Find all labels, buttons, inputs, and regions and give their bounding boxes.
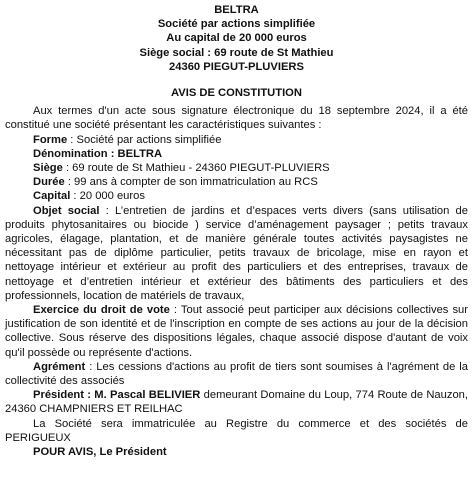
field-capital-label: Capital (33, 190, 71, 203)
header-city: 24360 PIEGUT-PLUVIERS (169, 60, 304, 73)
field-siege-label: Siège (33, 162, 63, 175)
field-agrement-label: Agrément (33, 360, 86, 373)
field-siege (5, 161, 468, 175)
field-denomination-label: Dénomination : BELTRA (33, 147, 163, 160)
field-objet (5, 204, 468, 303)
field-duree (5, 175, 468, 189)
notice-title: AVIS DE CONSTITUTION (171, 87, 302, 100)
field-president (5, 388, 468, 416)
field-president-label: Président : M. Pascal BELIVIER (33, 389, 201, 402)
field-agrement (5, 360, 468, 388)
field-capital (5, 189, 468, 203)
header-seat: Siège social : 69 route de St Mathieu (139, 46, 334, 59)
registry-paragraph: La Société sera immatriculée au Registre du commerce et des sociétés de PERIGUEUX (5, 417, 468, 444)
field-siege-value: : 69 route de St Mathieu - 24360 PIEGUT-PLUVIERS (62, 162, 330, 175)
field-objet-label: Objet social (33, 204, 100, 217)
field-president-value: demeurant Domaine du Loup, 774 Route de Nauzon, 24360 CHAMPNIERS ET REILHAC (5, 389, 469, 416)
field-duree-value: : 99 ans à compter de son immatriculation au RCS (64, 176, 318, 189)
field-capital-value: : 20 000 euros (70, 190, 145, 203)
header-capital: Au capital de 20 000 euros (166, 32, 307, 45)
field-duree-label: Durée (33, 176, 65, 189)
header-form: Société par actions simplifiée (157, 18, 316, 31)
field-forme-value: : Société par actions simplifiée (67, 133, 222, 146)
field-forme-label: Forme (33, 133, 68, 146)
field-vote-value: : Tout associé peut participer aux décisions collectives sur justification de son identité et de l'inscription en compte de ses actions au jour de la décision collective. Sous réserve des dispositions légales, chaque associé dispose d'autant de voix qu'il possède ou représente d'actions. (5, 304, 468, 359)
intro-paragraph: Aux termes d'un acte sous signature électronique du 18 septembre 2024, il a été constitué une société présentant les caractéristiques suivantes : (5, 105, 468, 132)
header-company: BELTRA (214, 4, 259, 16)
field-objet-value: : L’entretien de jardins et d’espaces verts divers (sans utilisation de produits phytosanitaires ou biocide ) service d’aménagement paysager ; petits travaux agricoles, élagage, plantation, et de manière générale toutes activités paysagistes ne nécessitant pas de diplôme particulier, petits travaux de bricolage, mise en rayon et nettoyage intérieur et extérieur au profit des particuliers et des entreprises, travaux de nettoyage et d’entretien intérieur et extérieur des bâtiments des particuliers et des professionnels, location de matériels de travaux, (5, 204, 469, 302)
closing-signature: POUR AVIS, Le Président (33, 446, 167, 459)
field-agrement-value: : Les cessions d'actions au profit de tiers sont soumises à l'agrément de la collectivité des associés (5, 360, 468, 388)
field-forme (5, 133, 468, 147)
field-vote-label: Exercice du droit de vote (33, 304, 170, 317)
field-denomination (5, 147, 468, 161)
field-vote (5, 303, 468, 360)
